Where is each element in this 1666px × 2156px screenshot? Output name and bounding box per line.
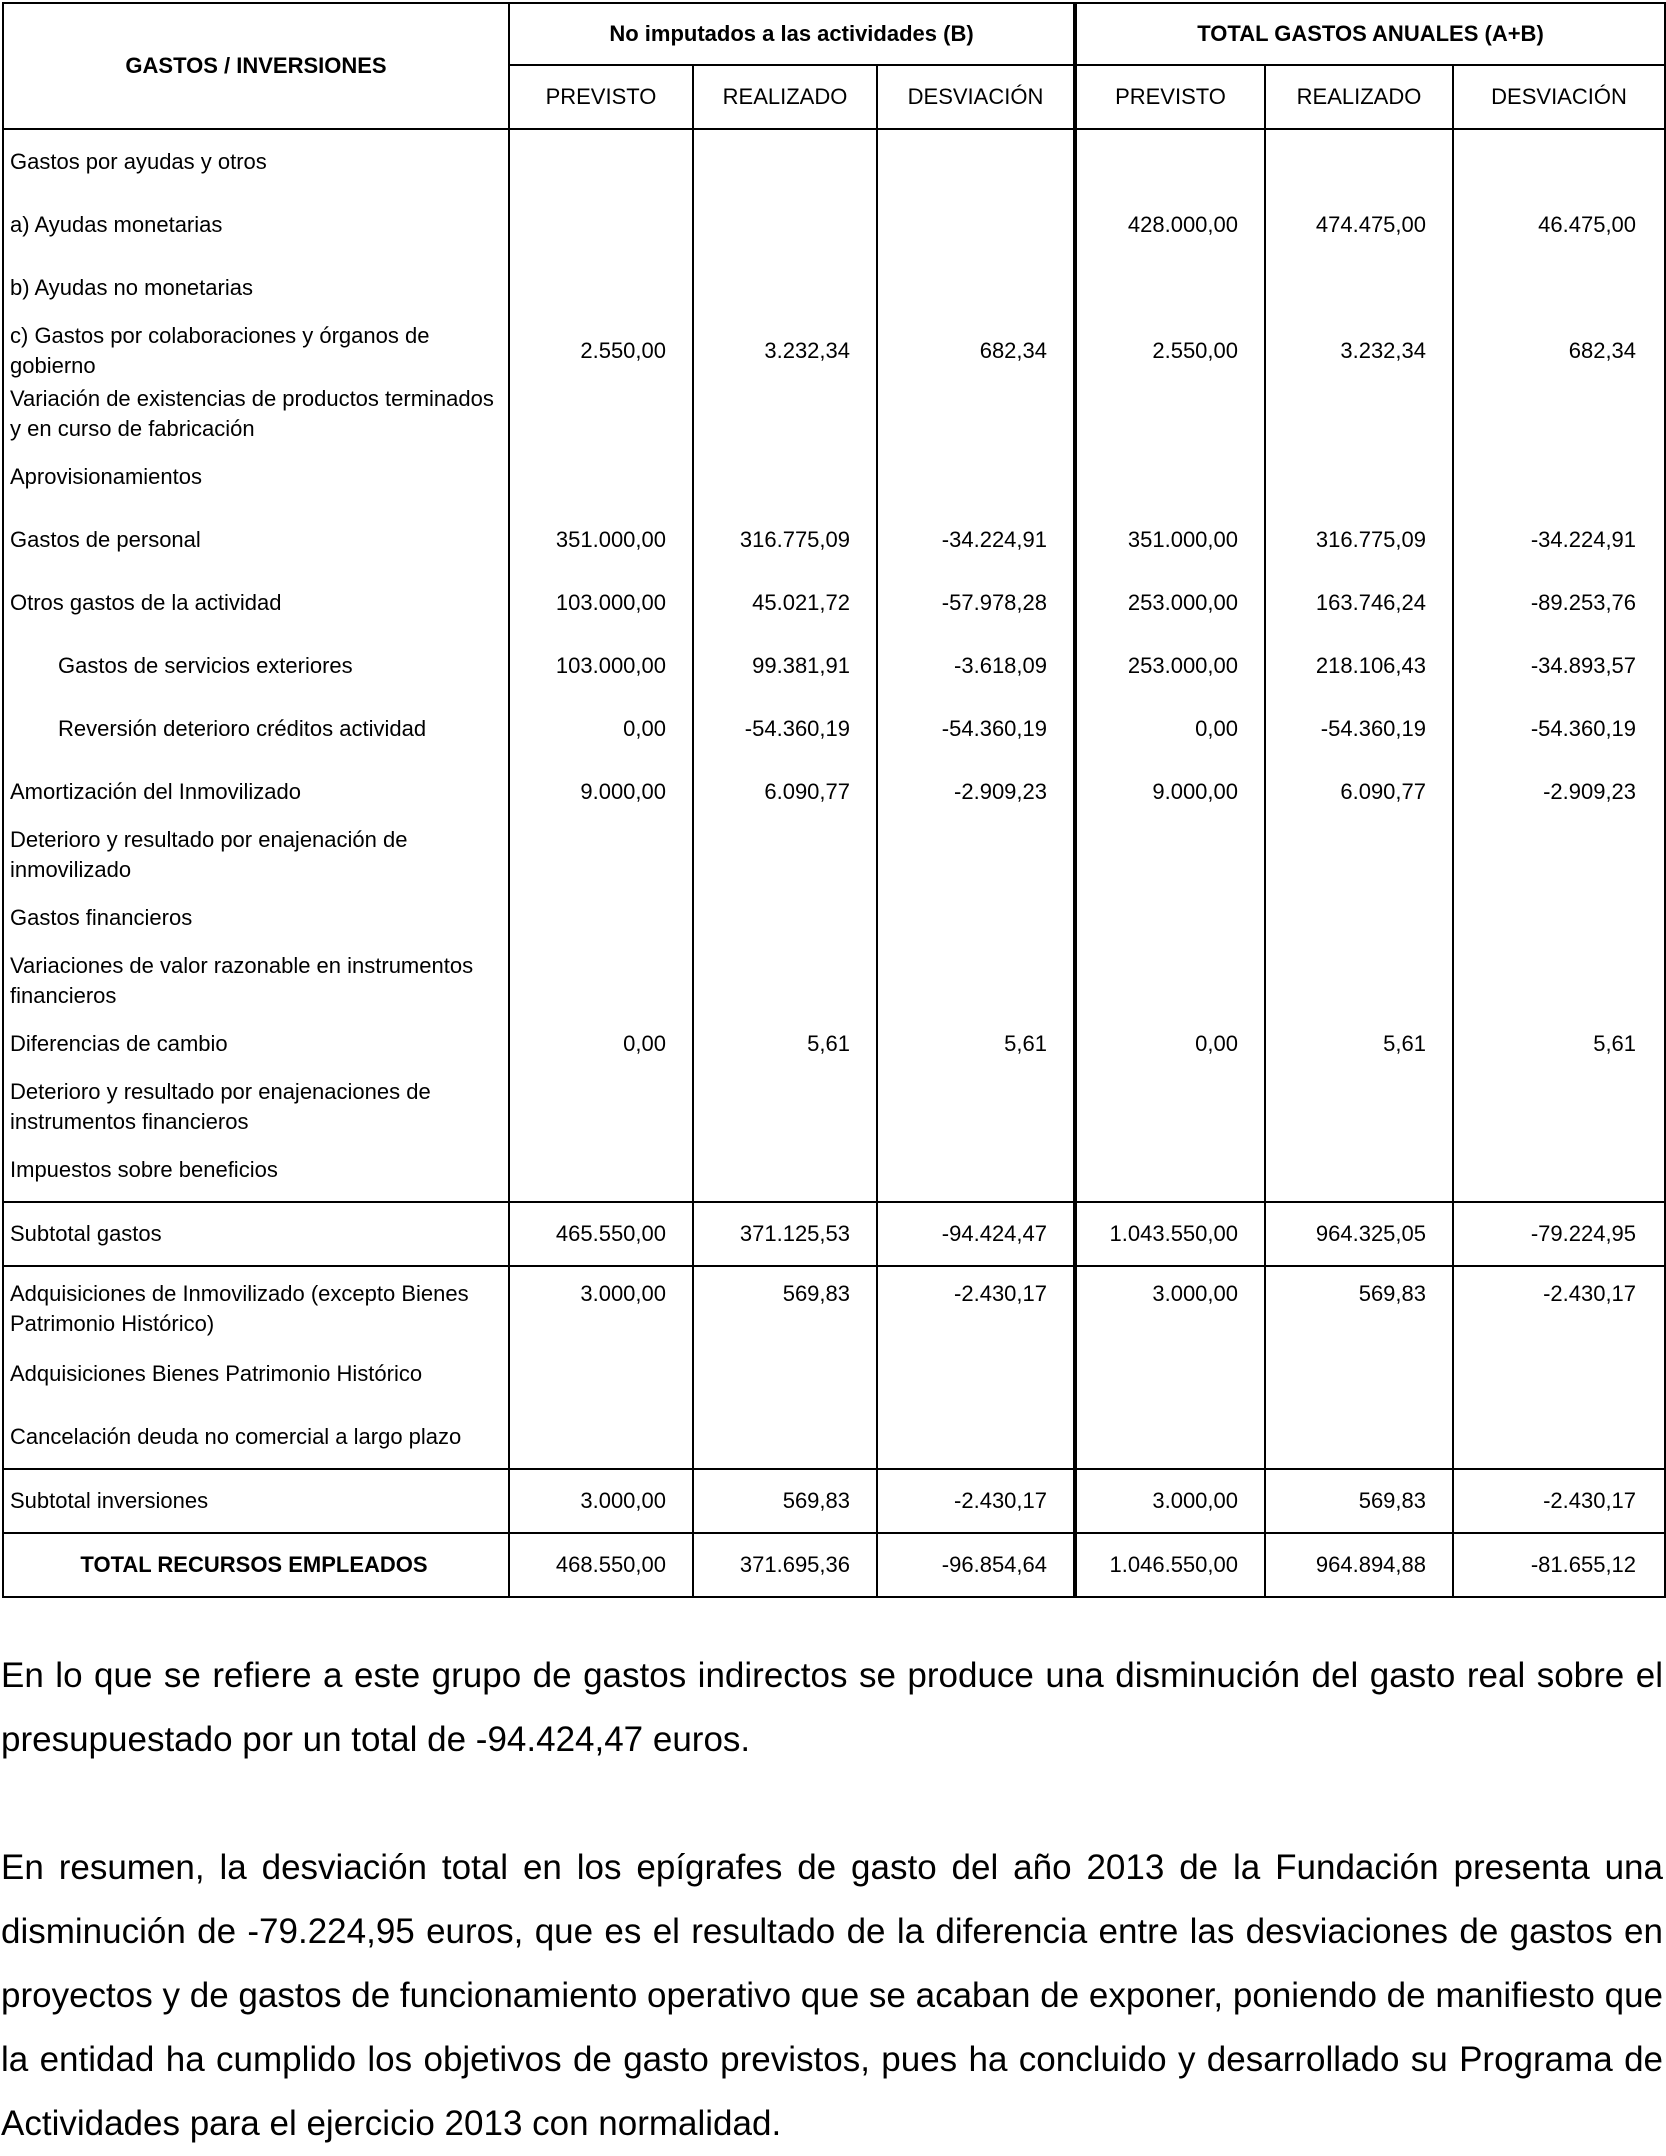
table-row xyxy=(3,256,1665,319)
cell-b-desviacion: -2.430,17 xyxy=(877,1266,1075,1342)
cell-b-realizado: 99.381,91 xyxy=(693,634,877,697)
cell-b-previsto xyxy=(509,886,693,949)
table-row xyxy=(3,1075,1665,1138)
cell-total-desviacion xyxy=(1453,129,1665,193)
cell-b-desviacion: -54.360,19 xyxy=(877,697,1075,760)
cell-b-realizado: 6.090,77 xyxy=(693,760,877,823)
table-row xyxy=(3,697,1665,760)
cell-total-realizado: 474.475,00 xyxy=(1265,193,1453,256)
row-label: Gastos de servicios exteriores xyxy=(3,634,509,697)
table-row xyxy=(3,1012,1665,1075)
expenses-table xyxy=(2,2,1666,1598)
cell-total-previsto xyxy=(1075,445,1265,508)
col-header-total-previsto: PREVISTO xyxy=(1075,65,1265,129)
cell-b-realizado: 3.232,34 xyxy=(693,319,877,382)
cell-total-previsto: 351.000,00 xyxy=(1075,508,1265,571)
cell-b-desviacion xyxy=(877,1138,1075,1202)
row-label: Gastos financieros xyxy=(3,886,509,949)
cell-total-previsto xyxy=(1075,256,1265,319)
cell-b-previsto xyxy=(509,382,693,445)
col-header-b-desviacion: DESVIACIÓN xyxy=(877,65,1075,129)
cell-total-previsto: 3.000,00 xyxy=(1075,1266,1265,1342)
cell-total-realizado: 964.325,05 xyxy=(1265,1202,1453,1266)
cell-b-previsto xyxy=(509,193,693,256)
row-label: Amortización del Inmovilizado xyxy=(3,760,509,823)
cell-b-previsto xyxy=(509,1342,693,1405)
cell-total-desviacion xyxy=(1453,1405,1665,1469)
cell-b-realizado xyxy=(693,1405,877,1469)
cell-b-previsto xyxy=(509,949,693,1012)
row-label: TOTAL RECURSOS EMPLEADOS xyxy=(3,1533,509,1597)
table-row xyxy=(3,634,1665,697)
cell-b-previsto: 3.000,00 xyxy=(509,1469,693,1533)
table-row xyxy=(3,193,1665,256)
cell-b-desviacion xyxy=(877,193,1075,256)
cell-b-desviacion: -3.618,09 xyxy=(877,634,1075,697)
row-label: b) Ayudas no monetarias xyxy=(3,256,509,319)
cell-b-realizado xyxy=(693,129,877,193)
cell-total-realizado xyxy=(1265,886,1453,949)
cell-b-realizado xyxy=(693,382,877,445)
row-label: a) Ayudas monetarias xyxy=(3,193,509,256)
investment-row xyxy=(3,1405,1665,1469)
row-label: Gastos de personal xyxy=(3,508,509,571)
cell-total-realizado xyxy=(1265,445,1453,508)
cell-total-previsto xyxy=(1075,886,1265,949)
cell-b-realizado: 5,61 xyxy=(693,1012,877,1075)
cell-total-previsto: 253.000,00 xyxy=(1075,571,1265,634)
cell-total-desviacion xyxy=(1453,445,1665,508)
investment-row xyxy=(3,1342,1665,1405)
table-row xyxy=(3,382,1665,445)
cell-total-desviacion: -2.430,17 xyxy=(1453,1469,1665,1533)
cell-b-desviacion: -94.424,47 xyxy=(877,1202,1075,1266)
table-row xyxy=(3,445,1665,508)
subtotal-gastos-row xyxy=(3,1202,1665,1266)
cell-b-desviacion: -96.854,64 xyxy=(877,1533,1075,1597)
cell-total-realizado xyxy=(1265,823,1453,886)
cell-total-previsto: 3.000,00 xyxy=(1075,1469,1265,1533)
row-label: Cancelación deuda no comercial a largo plazo xyxy=(3,1405,509,1469)
cell-b-desviacion xyxy=(877,886,1075,949)
cell-total-previsto xyxy=(1075,1138,1265,1202)
cell-total-desviacion xyxy=(1453,886,1665,949)
row-label: Adquisiciones de Inmovilizado (excepto Bienes Patrimonio Histórico) xyxy=(3,1266,509,1342)
cell-total-desviacion: 5,61 xyxy=(1453,1012,1665,1075)
cell-b-realizado xyxy=(693,823,877,886)
cell-total-realizado: 569,83 xyxy=(1265,1266,1453,1342)
cell-total-previsto: 1.046.550,00 xyxy=(1075,1533,1265,1597)
cell-total-desviacion xyxy=(1453,949,1665,1012)
cell-total-desviacion: -2.909,23 xyxy=(1453,760,1665,823)
row-label: Diferencias de cambio xyxy=(3,1012,509,1075)
cell-total-desviacion xyxy=(1453,1138,1665,1202)
cell-total-desviacion xyxy=(1453,1342,1665,1405)
cell-total-realizado: 163.746,24 xyxy=(1265,571,1453,634)
cell-b-previsto xyxy=(509,129,693,193)
row-label: Otros gastos de la actividad xyxy=(3,571,509,634)
cell-b-previsto xyxy=(509,445,693,508)
cell-total-realizado: 5,61 xyxy=(1265,1012,1453,1075)
cell-total-previsto: 428.000,00 xyxy=(1075,193,1265,256)
group-b-header: No imputados a las actividades (B) xyxy=(509,3,1075,65)
total-row xyxy=(3,1533,1665,1597)
cell-b-realizado: 316.775,09 xyxy=(693,508,877,571)
cell-b-previsto xyxy=(509,823,693,886)
cell-total-desviacion: -79.224,95 xyxy=(1453,1202,1665,1266)
corner-header: GASTOS / INVERSIONES xyxy=(3,3,509,129)
row-label: Gastos por ayudas y otros xyxy=(3,129,509,193)
cell-total-previsto: 0,00 xyxy=(1075,697,1265,760)
cell-b-previsto: 103.000,00 xyxy=(509,571,693,634)
cell-b-desviacion: -2.430,17 xyxy=(877,1469,1075,1533)
table-body xyxy=(3,129,1665,1597)
row-label: Subtotal gastos xyxy=(3,1202,509,1266)
cell-total-previsto: 9.000,00 xyxy=(1075,760,1265,823)
cell-b-desviacion xyxy=(877,256,1075,319)
row-label: Deterioro y resultado por enajenaciones de instrumentos financieros xyxy=(3,1075,509,1138)
cell-total-desviacion xyxy=(1453,823,1665,886)
cell-b-realizado: -54.360,19 xyxy=(693,697,877,760)
cell-b-previsto: 9.000,00 xyxy=(509,760,693,823)
cell-total-desviacion: -81.655,12 xyxy=(1453,1533,1665,1597)
table-row xyxy=(3,886,1665,949)
cell-b-realizado: 371.125,53 xyxy=(693,1202,877,1266)
cell-b-realizado xyxy=(693,193,877,256)
cell-total-realizado xyxy=(1265,1342,1453,1405)
row-label: Deterioro y resultado por enajenación de inmovilizado xyxy=(3,823,509,886)
table-row xyxy=(3,949,1665,1012)
cell-total-previsto: 2.550,00 xyxy=(1075,319,1265,382)
cell-total-desviacion xyxy=(1453,382,1665,445)
cell-b-desviacion xyxy=(877,1342,1075,1405)
cell-b-desviacion xyxy=(877,949,1075,1012)
row-label: c) Gastos por colaboraciones y órganos de gobierno xyxy=(3,319,509,382)
cell-total-previsto xyxy=(1075,1342,1265,1405)
cell-b-previsto xyxy=(509,1075,693,1138)
cell-total-desviacion: -2.430,17 xyxy=(1453,1266,1665,1342)
cell-total-realizado xyxy=(1265,256,1453,319)
col-header-b-previsto: PREVISTO xyxy=(509,65,693,129)
cell-b-previsto: 3.000,00 xyxy=(509,1266,693,1342)
cell-total-realizado: 3.232,34 xyxy=(1265,319,1453,382)
cell-total-realizado xyxy=(1265,382,1453,445)
cell-total-desviacion: -34.893,57 xyxy=(1453,634,1665,697)
cell-total-realizado: 964.894,88 xyxy=(1265,1533,1453,1597)
cell-total-realizado: 218.106,43 xyxy=(1265,634,1453,697)
cell-b-realizado: 569,83 xyxy=(693,1266,877,1342)
row-label: Impuestos sobre beneficios xyxy=(3,1138,509,1202)
row-label: Variaciones de valor razonable en instrumentos financieros xyxy=(3,949,509,1012)
cell-b-desviacion: 682,34 xyxy=(877,319,1075,382)
row-label: Reversión deterioro créditos actividad xyxy=(3,697,509,760)
cell-total-previsto xyxy=(1075,949,1265,1012)
cell-total-previsto xyxy=(1075,823,1265,886)
cell-b-previsto: 103.000,00 xyxy=(509,634,693,697)
cell-total-desviacion: 682,34 xyxy=(1453,319,1665,382)
cell-b-realizado xyxy=(693,1075,877,1138)
subtotal-inversiones-row xyxy=(3,1469,1665,1533)
cell-b-desviacion xyxy=(877,129,1075,193)
col-header-total-realizado: REALIZADO xyxy=(1265,65,1453,129)
cell-b-previsto: 0,00 xyxy=(509,697,693,760)
cell-total-realizado: -54.360,19 xyxy=(1265,697,1453,760)
cell-total-desviacion xyxy=(1453,256,1665,319)
cell-total-previsto: 253.000,00 xyxy=(1075,634,1265,697)
paragraph-summary: En resumen, la desviación total en los epígrafes de gasto del año 2013 de la Fundación presenta una disminución de -79.224,95 euros, que es el resultado de la diferencia entre las desviaciones de gastos en proyectos y de gastos de funcionamiento operativo que se acaban de exponer, poniendo de manifiesto que la entidad ha cumplido los objetivos de gasto previstos, pues ha concluido y desarrollado su Programa de Actividades para el ejercicio 2013 con normalidad. xyxy=(1,1848,1663,2143)
cell-b-previsto: 468.550,00 xyxy=(509,1533,693,1597)
row-label: Aprovisionamientos xyxy=(3,445,509,508)
cell-b-realizado xyxy=(693,949,877,1012)
table-row xyxy=(3,823,1665,886)
cell-total-previsto xyxy=(1075,129,1265,193)
col-header-total-desviacion: DESVIACIÓN xyxy=(1453,65,1665,129)
cell-total-previsto: 1.043.550,00 xyxy=(1075,1202,1265,1266)
cell-b-desviacion: -34.224,91 xyxy=(877,508,1075,571)
cell-b-realizado xyxy=(693,445,877,508)
cell-total-desviacion: -89.253,76 xyxy=(1453,571,1665,634)
cell-total-realizado xyxy=(1265,129,1453,193)
cell-total-desviacion: 46.475,00 xyxy=(1453,193,1665,256)
cell-total-previsto xyxy=(1075,382,1265,445)
cell-total-desviacion xyxy=(1453,1075,1665,1138)
cell-b-desviacion xyxy=(877,1075,1075,1138)
cell-total-realizado xyxy=(1265,1405,1453,1469)
cell-total-realizado: 6.090,77 xyxy=(1265,760,1453,823)
table-row xyxy=(3,508,1665,571)
row-label: Variación de existencias de productos terminados y en curso de fabricación xyxy=(3,382,509,445)
cell-b-realizado: 371.695,36 xyxy=(693,1533,877,1597)
cell-b-realizado: 569,83 xyxy=(693,1469,877,1533)
cell-b-previsto xyxy=(509,256,693,319)
cell-total-realizado xyxy=(1265,949,1453,1012)
row-label: Adquisiciones Bienes Patrimonio Histórico xyxy=(3,1342,509,1405)
cell-total-realizado: 316.775,09 xyxy=(1265,508,1453,571)
cell-b-previsto xyxy=(509,1138,693,1202)
col-header-b-realizado: REALIZADO xyxy=(693,65,877,129)
cell-b-realizado: 45.021,72 xyxy=(693,571,877,634)
cell-total-realizado xyxy=(1265,1075,1453,1138)
cell-b-desviacion xyxy=(877,445,1075,508)
cell-b-previsto: 0,00 xyxy=(509,1012,693,1075)
cell-b-desviacion: 5,61 xyxy=(877,1012,1075,1075)
row-label: Subtotal inversiones xyxy=(3,1469,509,1533)
cell-b-desviacion xyxy=(877,823,1075,886)
cell-b-previsto: 2.550,00 xyxy=(509,319,693,382)
table-row xyxy=(3,571,1665,634)
cell-b-previsto xyxy=(509,1405,693,1469)
investment-row xyxy=(3,1266,1665,1342)
cell-total-realizado: 569,83 xyxy=(1265,1469,1453,1533)
cell-b-desviacion: -57.978,28 xyxy=(877,571,1075,634)
group-total-header: TOTAL GASTOS ANUALES (A+B) xyxy=(1075,3,1665,65)
cell-total-previsto xyxy=(1075,1075,1265,1138)
cell-total-previsto xyxy=(1075,1405,1265,1469)
table-row xyxy=(3,1138,1665,1202)
cell-b-desviacion xyxy=(877,382,1075,445)
cell-b-previsto: 465.550,00 xyxy=(509,1202,693,1266)
cell-b-desviacion xyxy=(877,1405,1075,1469)
cell-b-previsto: 351.000,00 xyxy=(509,508,693,571)
cell-total-realizado xyxy=(1265,1138,1453,1202)
cell-total-desviacion: -34.224,91 xyxy=(1453,508,1665,571)
cell-b-realizado xyxy=(693,256,877,319)
cell-total-desviacion: -54.360,19 xyxy=(1453,697,1665,760)
cell-b-desviacion: -2.909,23 xyxy=(877,760,1075,823)
cell-b-realizado xyxy=(693,1138,877,1202)
cell-b-realizado xyxy=(693,1342,877,1405)
cell-b-realizado xyxy=(693,886,877,949)
table-row xyxy=(3,319,1665,382)
table-row xyxy=(3,129,1665,193)
table-row xyxy=(3,760,1665,823)
paragraph-indirect-expenses: En lo que se refiere a este grupo de gastos indirectos se produce una disminución del gasto real sobre el presupuestado por un total de -94.424,47 euros. xyxy=(1,1656,1663,1759)
cell-total-previsto: 0,00 xyxy=(1075,1012,1265,1075)
